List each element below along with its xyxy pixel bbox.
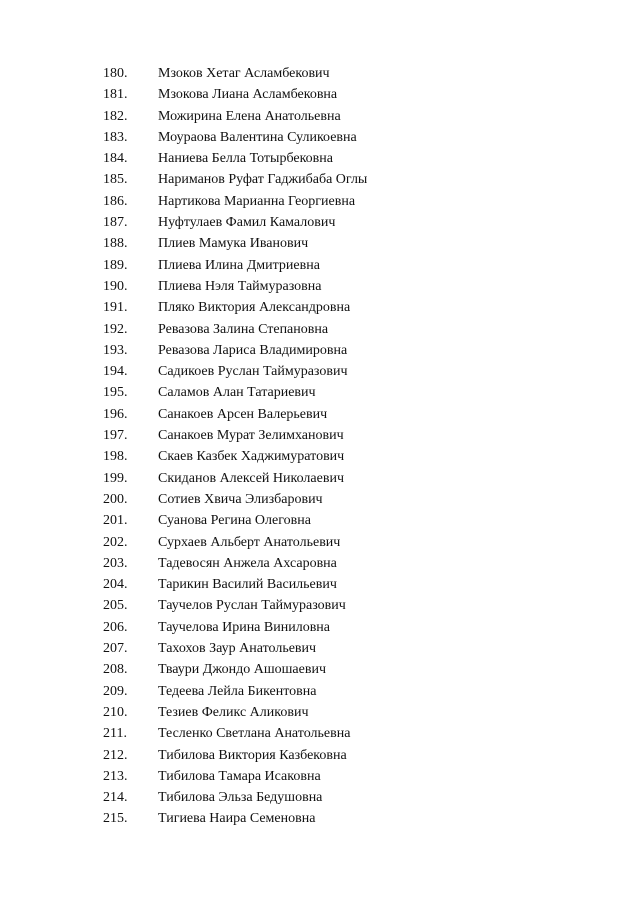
list-item-name: Плиева Илина Дмитриевна (158, 257, 320, 273)
list-item-name: Тедеева Лейла Бикентовна (158, 683, 317, 699)
list-item (103, 595, 367, 616)
list-item-name: Нартикова Марианна Георгиевна (158, 193, 356, 209)
list-item-name: Скиданов Алексей Николаевич (158, 470, 344, 486)
list-item (103, 340, 367, 361)
list-item-name: Мзоков Хетаг Асламбекович (158, 66, 330, 81)
list-item (103, 617, 367, 638)
list-item-name: Моураова Валентина Суликоевна (158, 129, 357, 145)
list-item-number: 185. (103, 172, 128, 188)
list-item-name: Санакоев Арсен Валерьевич (158, 406, 328, 422)
list-item-name: Ревазова Лариса Владимировна (158, 342, 348, 358)
list-item-number: 207. (103, 641, 128, 657)
list-item-name: Мзокова Лиана Асламбековна (158, 87, 338, 103)
list-item-number: 180. (103, 66, 128, 81)
list-item-number: 212. (103, 747, 128, 763)
list-item-name: Суанова Регина Олеговна (158, 513, 311, 529)
list-item-number: 189. (103, 257, 128, 273)
list-item-number: 200. (103, 491, 128, 507)
list-item-name: Сурхаев Альберт Анатольевич (158, 534, 341, 550)
list-item (103, 382, 367, 403)
list-item-number: 192. (103, 321, 128, 337)
list-item (103, 361, 367, 382)
list-item (103, 276, 367, 297)
list-item (103, 745, 367, 766)
list-item-number: 208. (103, 662, 128, 678)
list-item-name: Тваури Джондо Ашошаевич (158, 662, 327, 678)
list-item (103, 574, 367, 595)
list-item-name: Тахохов Заур Анатольевич (158, 641, 317, 657)
list-item-number: 191. (103, 300, 128, 316)
list-item-number: 199. (103, 470, 128, 486)
list-item-number: 197. (103, 428, 128, 444)
list-item-name: Скаев Казбек Хаджимуратович (158, 449, 345, 465)
list-item-name: Санакоев Мурат Зелимханович (158, 428, 344, 444)
list-item (103, 532, 367, 553)
list-item (103, 723, 367, 744)
list-item (103, 297, 367, 318)
list-item (103, 766, 367, 787)
list-item-name: Саламов Алан Татариевич (158, 385, 316, 401)
list-item-number: 194. (103, 364, 128, 380)
list-item-number: 193. (103, 342, 128, 358)
list-item (103, 510, 367, 531)
list-item (103, 468, 367, 489)
list-item-number: 203. (103, 555, 128, 571)
list-item-name: Тибилова Виктория Казбековна (158, 747, 347, 763)
list-item-name: Тибилова Тамара Исаковна (158, 768, 321, 784)
list-item-name: Тибилова Эльза Бедушовна (158, 790, 323, 806)
list-item (103, 233, 367, 254)
list-item-name: Таучелов Руслан Таймуразович (158, 598, 346, 614)
list-item (103, 446, 367, 467)
list-item-name: Пляко Виктория Александровна (158, 300, 351, 316)
list-item (103, 553, 367, 574)
list-item-name: Наниева Белла Тотырбековна (158, 151, 333, 167)
list-item-number: 190. (103, 278, 128, 294)
list-item (103, 638, 367, 659)
list-item-number: 195. (103, 385, 128, 401)
name-list (103, 63, 367, 830)
list-item-name: Тарикин Василий Васильевич (158, 577, 337, 593)
list-item-name: Тадевосян Анжела Ахсаровна (158, 555, 337, 571)
list-item-number: 181. (103, 87, 128, 103)
list-item-number: 187. (103, 215, 128, 231)
list-item-name: Ревазова Залина Степановна (158, 321, 329, 337)
list-item (103, 148, 367, 169)
list-item-name: Можирина Елена Анатольевна (158, 108, 341, 124)
list-item-number: 205. (103, 598, 128, 614)
list-item-name: Тезиев Феликс Аликович (158, 704, 309, 720)
list-item-number: 201. (103, 513, 128, 529)
list-item (103, 319, 367, 340)
list-item-number: 182. (103, 108, 128, 124)
list-item (103, 404, 367, 425)
list-item (103, 212, 367, 233)
list-item-name: Нуфтулаев Фамил Камалович (158, 215, 336, 231)
list-item (103, 106, 367, 127)
list-item-name: Таучелова Ирина Виниловна (158, 619, 331, 635)
list-item (103, 169, 367, 190)
list-item-name: Сотиев Хвича Элизбарович (158, 491, 323, 507)
list-item-number: 196. (103, 406, 128, 422)
list-item-number: 213. (103, 768, 128, 784)
list-item-name: Плиев Мамука Иванович (158, 236, 309, 252)
list-item (103, 808, 367, 829)
list-item-name: Нариманов Руфат Гаджибаба Оглы (158, 172, 368, 188)
list-item-number: 198. (103, 449, 128, 465)
list-item-number: 188. (103, 236, 128, 252)
list-item-number: 184. (103, 151, 128, 167)
list-item-name: Тигиева Наира Семеновна (158, 811, 316, 827)
list-item-number: 183. (103, 129, 128, 145)
list-item (103, 702, 367, 723)
list-item (103, 127, 367, 148)
list-item-name: Плиева Нэля Таймуразовна (158, 278, 322, 294)
list-item (103, 681, 367, 702)
list-item-number: 209. (103, 683, 128, 699)
list-item (103, 425, 367, 446)
list-item-number: 210. (103, 704, 128, 720)
list-item-number: 214. (103, 790, 128, 806)
list-item-number: 206. (103, 619, 128, 635)
list-item (103, 63, 367, 84)
list-item-number: 186. (103, 193, 128, 209)
list-item-name: Тесленко Светлана Анатольевна (158, 726, 351, 742)
list-item (103, 787, 367, 808)
list-item-number: 211. (103, 726, 127, 742)
list-item-number: 215. (103, 811, 128, 827)
list-item (103, 191, 367, 212)
list-item (103, 659, 367, 680)
list-item (103, 489, 367, 510)
list-item-number: 204. (103, 577, 128, 593)
list-item (103, 255, 367, 276)
list-item (103, 84, 367, 105)
list-item-name: Садикоев Руслан Таймуразович (158, 364, 348, 380)
list-item-number: 202. (103, 534, 128, 550)
